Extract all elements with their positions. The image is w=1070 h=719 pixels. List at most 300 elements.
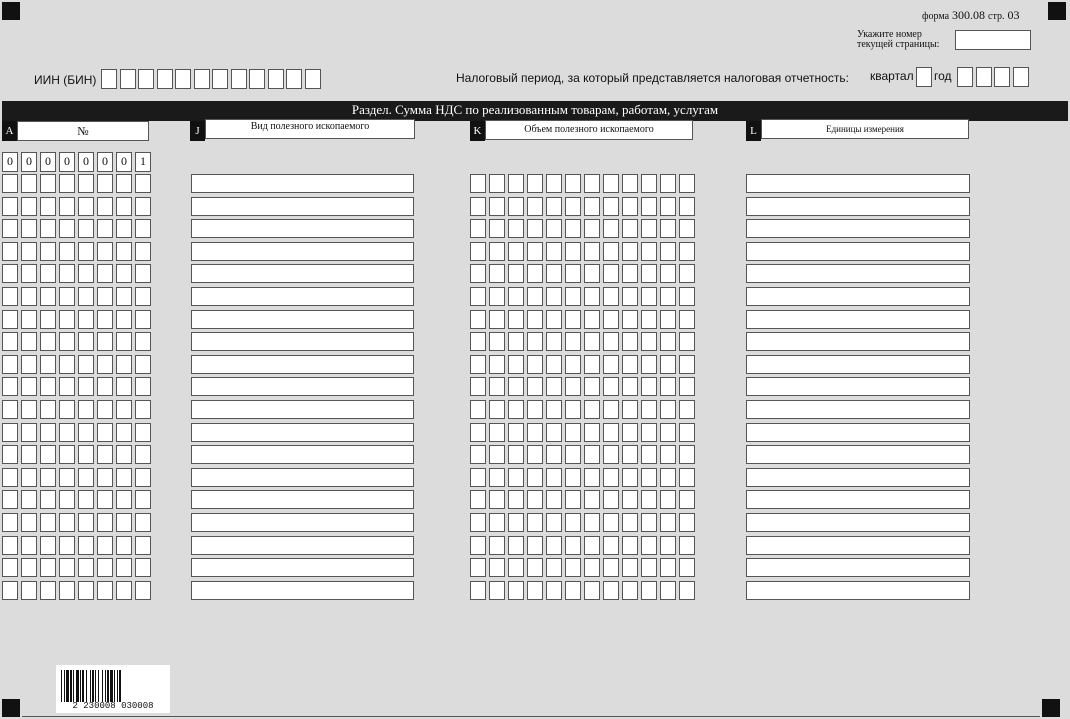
mineral-volume-cell[interactable] (679, 536, 695, 555)
row-number-cell[interactable] (59, 264, 75, 283)
row-number-cell[interactable] (40, 558, 56, 577)
row-number-cell[interactable] (135, 219, 151, 238)
mineral-volume-cell[interactable] (660, 197, 676, 216)
mineral-volume-cell[interactable] (565, 310, 581, 329)
row-number-cell[interactable] (59, 581, 75, 600)
mineral-volume-cell[interactable] (546, 581, 562, 600)
row-number-cell[interactable] (2, 332, 18, 351)
mineral-volume-cell[interactable] (584, 513, 600, 532)
row-number-cell[interactable] (21, 242, 37, 261)
mineral-volume-cell[interactable] (584, 242, 600, 261)
row-number-cell[interactable] (59, 377, 75, 396)
mineral-volume-cell[interactable] (565, 581, 581, 600)
row-number-cell[interactable] (135, 581, 151, 600)
mineral-volume-cell[interactable] (679, 287, 695, 306)
mineral-volume-cell[interactable] (660, 558, 676, 577)
row-number-cell[interactable] (59, 332, 75, 351)
units-field[interactable] (746, 197, 970, 216)
row-number-cell[interactable] (21, 310, 37, 329)
mineral-volume-cell[interactable] (527, 400, 543, 419)
row-number-cell[interactable] (40, 423, 56, 442)
mineral-volume-cell[interactable] (508, 581, 524, 600)
row-number-cell[interactable] (135, 310, 151, 329)
mineral-volume-cell[interactable] (641, 513, 657, 532)
mineral-volume-cell[interactable] (641, 558, 657, 577)
mineral-volume-cell[interactable] (565, 445, 581, 464)
mineral-volume-cell[interactable] (603, 310, 619, 329)
mineral-type-field[interactable] (191, 219, 414, 238)
mineral-volume-cell[interactable] (603, 264, 619, 283)
units-field[interactable] (746, 490, 970, 509)
mineral-volume-cell[interactable] (660, 490, 676, 509)
mineral-type-field[interactable] (191, 332, 414, 351)
iin-digit-cell[interactable] (194, 69, 210, 89)
units-field[interactable] (746, 423, 970, 442)
row-number-cell[interactable] (78, 423, 94, 442)
mineral-volume-cell[interactable] (679, 377, 695, 396)
mineral-volume-cell[interactable] (546, 332, 562, 351)
mineral-volume-cell[interactable] (546, 287, 562, 306)
row-number-cell[interactable] (97, 558, 113, 577)
row-number-cell[interactable] (116, 264, 132, 283)
mineral-volume-cell[interactable] (489, 536, 505, 555)
mineral-volume-cell[interactable] (584, 219, 600, 238)
mineral-volume-cell[interactable] (622, 536, 638, 555)
row-number-cell[interactable] (21, 400, 37, 419)
mineral-volume-cell[interactable] (470, 310, 486, 329)
row-number-cell[interactable] (116, 536, 132, 555)
mineral-volume-cell[interactable] (641, 581, 657, 600)
row-number-cell[interactable] (97, 377, 113, 396)
mineral-volume-cell[interactable] (584, 377, 600, 396)
row-number-cell[interactable] (21, 536, 37, 555)
row-number-cell[interactable] (116, 174, 132, 193)
row-number-cell[interactable] (78, 558, 94, 577)
mineral-volume-cell[interactable] (508, 355, 524, 374)
mineral-volume-cell[interactable] (470, 536, 486, 555)
mineral-volume-cell[interactable] (527, 242, 543, 261)
mineral-volume-cell[interactable] (489, 332, 505, 351)
mineral-volume-cell[interactable] (565, 264, 581, 283)
mineral-volume-cell[interactable] (508, 287, 524, 306)
mineral-volume-cell[interactable] (508, 174, 524, 193)
row-number-cell[interactable] (78, 332, 94, 351)
mineral-volume-cell[interactable] (546, 513, 562, 532)
row-number-cell[interactable] (40, 219, 56, 238)
mineral-volume-cell[interactable] (622, 581, 638, 600)
mineral-volume-cell[interactable] (565, 197, 581, 216)
mineral-volume-cell[interactable] (584, 355, 600, 374)
mineral-volume-cell[interactable] (489, 513, 505, 532)
mineral-volume-cell[interactable] (470, 490, 486, 509)
mineral-volume-cell[interactable] (660, 377, 676, 396)
mineral-volume-cell[interactable] (622, 400, 638, 419)
mineral-volume-cell[interactable] (470, 558, 486, 577)
mineral-volume-cell[interactable] (660, 242, 676, 261)
mineral-volume-cell[interactable] (622, 490, 638, 509)
mineral-volume-cell[interactable] (603, 468, 619, 487)
mineral-volume-cell[interactable] (679, 355, 695, 374)
mineral-volume-cell[interactable] (641, 332, 657, 351)
mineral-volume-cell[interactable] (527, 468, 543, 487)
mineral-volume-cell[interactable] (641, 287, 657, 306)
mineral-volume-cell[interactable] (565, 513, 581, 532)
mineral-volume-cell[interactable] (508, 264, 524, 283)
mineral-volume-cell[interactable] (584, 445, 600, 464)
mineral-volume-cell[interactable] (489, 264, 505, 283)
row-number-cell[interactable] (40, 197, 56, 216)
mineral-volume-cell[interactable] (660, 310, 676, 329)
mineral-volume-cell[interactable] (679, 264, 695, 283)
mineral-volume-cell[interactable] (603, 490, 619, 509)
mineral-volume-cell[interactable] (508, 332, 524, 351)
mineral-volume-cell[interactable] (603, 355, 619, 374)
mineral-volume-cell[interactable] (622, 174, 638, 193)
mineral-volume-cell[interactable] (527, 377, 543, 396)
row-number-cell[interactable] (40, 287, 56, 306)
row-number-cell[interactable] (21, 219, 37, 238)
mineral-volume-cell[interactable] (603, 445, 619, 464)
row-number-cell[interactable] (135, 377, 151, 396)
mineral-volume-cell[interactable] (470, 400, 486, 419)
row-number-cell[interactable] (78, 242, 94, 261)
mineral-volume-cell[interactable] (603, 287, 619, 306)
mineral-volume-cell[interactable] (622, 197, 638, 216)
mineral-volume-cell[interactable] (527, 264, 543, 283)
mineral-volume-cell[interactable] (603, 174, 619, 193)
mineral-volume-cell[interactable] (470, 264, 486, 283)
mineral-type-field[interactable] (191, 558, 414, 577)
row-number-cell[interactable] (135, 332, 151, 351)
mineral-volume-cell[interactable] (622, 355, 638, 374)
mineral-volume-cell[interactable] (603, 242, 619, 261)
mineral-volume-cell[interactable] (489, 423, 505, 442)
row-number-cell[interactable] (2, 219, 18, 238)
row-number-cell[interactable] (135, 513, 151, 532)
mineral-volume-cell[interactable] (527, 445, 543, 464)
row-number-cell[interactable] (97, 197, 113, 216)
row-number-cell[interactable] (2, 513, 18, 532)
row-number-cell[interactable] (2, 174, 18, 193)
row-number-cell[interactable] (135, 174, 151, 193)
year-digit-cell[interactable] (1013, 67, 1029, 87)
mineral-volume-cell[interactable] (546, 355, 562, 374)
row-number-cell[interactable] (78, 513, 94, 532)
mineral-volume-cell[interactable] (584, 174, 600, 193)
mineral-volume-cell[interactable] (622, 513, 638, 532)
mineral-volume-cell[interactable] (470, 513, 486, 532)
units-field[interactable] (746, 287, 970, 306)
iin-digit-cell[interactable] (101, 69, 117, 89)
mineral-volume-cell[interactable] (508, 468, 524, 487)
mineral-type-field[interactable] (191, 242, 414, 261)
mineral-volume-cell[interactable] (489, 377, 505, 396)
mineral-volume-cell[interactable] (565, 400, 581, 419)
mineral-volume-cell[interactable] (508, 445, 524, 464)
mineral-type-field[interactable] (191, 377, 414, 396)
mineral-volume-cell[interactable] (641, 355, 657, 374)
iin-digit-cell[interactable] (249, 69, 265, 89)
mineral-volume-cell[interactable] (641, 468, 657, 487)
mineral-volume-cell[interactable] (584, 490, 600, 509)
units-field[interactable] (746, 468, 970, 487)
mineral-type-field[interactable] (191, 197, 414, 216)
row-number-cell[interactable] (21, 355, 37, 374)
mineral-volume-cell[interactable] (489, 197, 505, 216)
mineral-volume-cell[interactable] (622, 332, 638, 351)
row-number-cell[interactable] (2, 355, 18, 374)
row-number-cell[interactable] (135, 423, 151, 442)
row-number-cell[interactable] (59, 490, 75, 509)
mineral-volume-cell[interactable] (546, 490, 562, 509)
mineral-volume-cell[interactable] (508, 423, 524, 442)
row-number-cell[interactable] (97, 513, 113, 532)
mineral-volume-cell[interactable] (527, 513, 543, 532)
row-number-cell[interactable] (97, 445, 113, 464)
mineral-volume-cell[interactable] (546, 264, 562, 283)
mineral-volume-cell[interactable] (584, 197, 600, 216)
mineral-volume-cell[interactable] (470, 581, 486, 600)
mineral-volume-cell[interactable] (565, 287, 581, 306)
iin-digit-cell[interactable] (305, 69, 321, 89)
row-number-cell[interactable] (97, 423, 113, 442)
mineral-volume-cell[interactable] (603, 581, 619, 600)
mineral-volume-cell[interactable] (508, 558, 524, 577)
mineral-type-field[interactable] (191, 264, 414, 283)
year-digit-cell[interactable] (976, 67, 992, 87)
mineral-volume-cell[interactable] (489, 310, 505, 329)
mineral-volume-cell[interactable] (641, 310, 657, 329)
mineral-volume-cell[interactable] (527, 536, 543, 555)
row-number-cell[interactable] (78, 219, 94, 238)
mineral-volume-cell[interactable] (679, 445, 695, 464)
mineral-type-field[interactable] (191, 536, 414, 555)
mineral-volume-cell[interactable] (489, 558, 505, 577)
mineral-volume-cell[interactable] (660, 355, 676, 374)
mineral-volume-cell[interactable] (584, 287, 600, 306)
mineral-volume-cell[interactable] (622, 558, 638, 577)
mineral-volume-cell[interactable] (679, 513, 695, 532)
row-number-cell[interactable] (40, 400, 56, 419)
mineral-volume-cell[interactable] (641, 423, 657, 442)
mineral-volume-cell[interactable] (470, 355, 486, 374)
row-number-cell[interactable] (59, 423, 75, 442)
mineral-volume-cell[interactable] (508, 536, 524, 555)
mineral-volume-cell[interactable] (565, 423, 581, 442)
row-number-cell[interactable] (97, 264, 113, 283)
mineral-volume-cell[interactable] (660, 513, 676, 532)
row-number-cell[interactable] (40, 242, 56, 261)
mineral-volume-cell[interactable] (603, 332, 619, 351)
mineral-volume-cell[interactable] (546, 219, 562, 238)
mineral-volume-cell[interactable] (584, 310, 600, 329)
row-number-cell[interactable] (97, 400, 113, 419)
mineral-volume-cell[interactable] (527, 490, 543, 509)
row-number-cell[interactable] (59, 219, 75, 238)
row-number-cell[interactable] (2, 197, 18, 216)
row-number-cell[interactable] (21, 423, 37, 442)
mineral-volume-cell[interactable] (660, 445, 676, 464)
mineral-volume-cell[interactable] (508, 310, 524, 329)
mineral-volume-cell[interactable] (546, 174, 562, 193)
row-number-cell[interactable] (116, 423, 132, 442)
row-number-cell[interactable] (2, 558, 18, 577)
mineral-volume-cell[interactable] (527, 558, 543, 577)
mineral-type-field[interactable] (191, 581, 414, 600)
mineral-volume-cell[interactable] (489, 219, 505, 238)
mineral-volume-cell[interactable] (527, 310, 543, 329)
row-number-cell[interactable] (2, 581, 18, 600)
mineral-volume-cell[interactable] (565, 468, 581, 487)
mineral-volume-cell[interactable] (489, 581, 505, 600)
mineral-volume-cell[interactable] (508, 197, 524, 216)
iin-digit-cell[interactable] (120, 69, 136, 89)
row-number-cell[interactable] (116, 490, 132, 509)
mineral-volume-cell[interactable] (584, 558, 600, 577)
row-number-cell[interactable] (78, 355, 94, 374)
mineral-volume-cell[interactable] (489, 400, 505, 419)
row-number-cell[interactable] (40, 581, 56, 600)
mineral-volume-cell[interactable] (603, 558, 619, 577)
mineral-type-field[interactable] (191, 287, 414, 306)
row-number-cell[interactable] (78, 400, 94, 419)
mineral-volume-cell[interactable] (679, 423, 695, 442)
row-number-cell[interactable] (2, 445, 18, 464)
mineral-volume-cell[interactable] (546, 445, 562, 464)
row-number-cell[interactable] (40, 174, 56, 193)
row-number-cell[interactable] (40, 264, 56, 283)
row-number-cell[interactable] (116, 242, 132, 261)
row-number-cell[interactable] (135, 490, 151, 509)
mineral-volume-cell[interactable] (546, 377, 562, 396)
row-number-cell[interactable] (40, 536, 56, 555)
mineral-volume-cell[interactable] (603, 197, 619, 216)
mineral-volume-cell[interactable] (603, 513, 619, 532)
row-number-cell[interactable] (97, 332, 113, 351)
mineral-volume-cell[interactable] (470, 332, 486, 351)
mineral-volume-cell[interactable] (679, 310, 695, 329)
row-number-cell[interactable] (59, 468, 75, 487)
row-number-cell[interactable] (116, 445, 132, 464)
mineral-type-field[interactable] (191, 355, 414, 374)
mineral-volume-cell[interactable] (565, 377, 581, 396)
row-number-cell[interactable] (135, 468, 151, 487)
mineral-volume-cell[interactable] (508, 400, 524, 419)
row-number-cell[interactable] (2, 264, 18, 283)
iin-digit-cell[interactable] (175, 69, 191, 89)
mineral-volume-cell[interactable] (508, 377, 524, 396)
mineral-volume-cell[interactable] (622, 445, 638, 464)
row-number-cell[interactable] (97, 536, 113, 555)
row-number-cell[interactable] (78, 287, 94, 306)
mineral-volume-cell[interactable] (508, 242, 524, 261)
mineral-volume-cell[interactable] (603, 423, 619, 442)
mineral-volume-cell[interactable] (641, 377, 657, 396)
mineral-type-field[interactable] (191, 400, 414, 419)
mineral-volume-cell[interactable] (584, 581, 600, 600)
mineral-volume-cell[interactable] (584, 400, 600, 419)
row-number-cell[interactable] (2, 242, 18, 261)
mineral-volume-cell[interactable] (565, 219, 581, 238)
row-number-cell[interactable] (21, 558, 37, 577)
mineral-volume-cell[interactable] (603, 219, 619, 238)
row-number-cell[interactable] (59, 310, 75, 329)
mineral-volume-cell[interactable] (641, 197, 657, 216)
mineral-volume-cell[interactable] (622, 287, 638, 306)
row-number-cell[interactable] (97, 219, 113, 238)
units-field[interactable] (746, 400, 970, 419)
mineral-volume-cell[interactable] (546, 400, 562, 419)
row-number-cell[interactable] (116, 219, 132, 238)
mineral-volume-cell[interactable] (622, 377, 638, 396)
mineral-volume-cell[interactable] (660, 400, 676, 419)
mineral-volume-cell[interactable] (660, 264, 676, 283)
row-number-cell[interactable] (135, 355, 151, 374)
iin-digit-cell[interactable] (268, 69, 284, 89)
mineral-volume-cell[interactable] (546, 558, 562, 577)
iin-digit-cell[interactable] (138, 69, 154, 89)
mineral-volume-cell[interactable] (584, 468, 600, 487)
mineral-volume-cell[interactable] (660, 219, 676, 238)
mineral-volume-cell[interactable] (546, 310, 562, 329)
row-number-cell[interactable] (21, 377, 37, 396)
row-number-cell[interactable] (97, 355, 113, 374)
row-number-cell[interactable] (97, 490, 113, 509)
mineral-volume-cell[interactable] (679, 468, 695, 487)
row-number-cell[interactable] (21, 581, 37, 600)
row-number-cell[interactable] (116, 400, 132, 419)
mineral-volume-cell[interactable] (527, 174, 543, 193)
row-number-cell[interactable] (2, 490, 18, 509)
mineral-volume-cell[interactable] (527, 197, 543, 216)
row-number-cell[interactable] (59, 513, 75, 532)
row-number-cell[interactable] (78, 377, 94, 396)
mineral-volume-cell[interactable] (508, 513, 524, 532)
mineral-volume-cell[interactable] (660, 423, 676, 442)
row-number-cell[interactable] (40, 513, 56, 532)
mineral-volume-cell[interactable] (527, 332, 543, 351)
row-number-cell[interactable] (116, 287, 132, 306)
mineral-volume-cell[interactable] (546, 468, 562, 487)
mineral-volume-cell[interactable] (470, 445, 486, 464)
row-number-cell[interactable] (116, 355, 132, 374)
quarter-field[interactable] (916, 67, 932, 87)
row-number-cell[interactable] (40, 310, 56, 329)
iin-digit-cell[interactable] (286, 69, 302, 89)
mineral-volume-cell[interactable] (565, 490, 581, 509)
mineral-volume-cell[interactable] (641, 400, 657, 419)
units-field[interactable] (746, 242, 970, 261)
units-field[interactable] (746, 445, 970, 464)
mineral-volume-cell[interactable] (546, 536, 562, 555)
units-field[interactable] (746, 581, 970, 600)
mineral-volume-cell[interactable] (622, 468, 638, 487)
row-number-cell[interactable] (116, 377, 132, 396)
units-field[interactable] (746, 377, 970, 396)
row-number-cell[interactable] (40, 377, 56, 396)
row-number-cell[interactable] (78, 310, 94, 329)
row-number-cell[interactable] (40, 490, 56, 509)
mineral-volume-cell[interactable] (660, 174, 676, 193)
mineral-volume-cell[interactable] (679, 400, 695, 419)
row-number-cell[interactable] (21, 174, 37, 193)
row-number-cell[interactable] (59, 558, 75, 577)
mineral-volume-cell[interactable] (546, 242, 562, 261)
row-number-cell[interactable] (21, 197, 37, 216)
mineral-volume-cell[interactable] (603, 377, 619, 396)
mineral-volume-cell[interactable] (565, 355, 581, 374)
mineral-volume-cell[interactable] (470, 197, 486, 216)
